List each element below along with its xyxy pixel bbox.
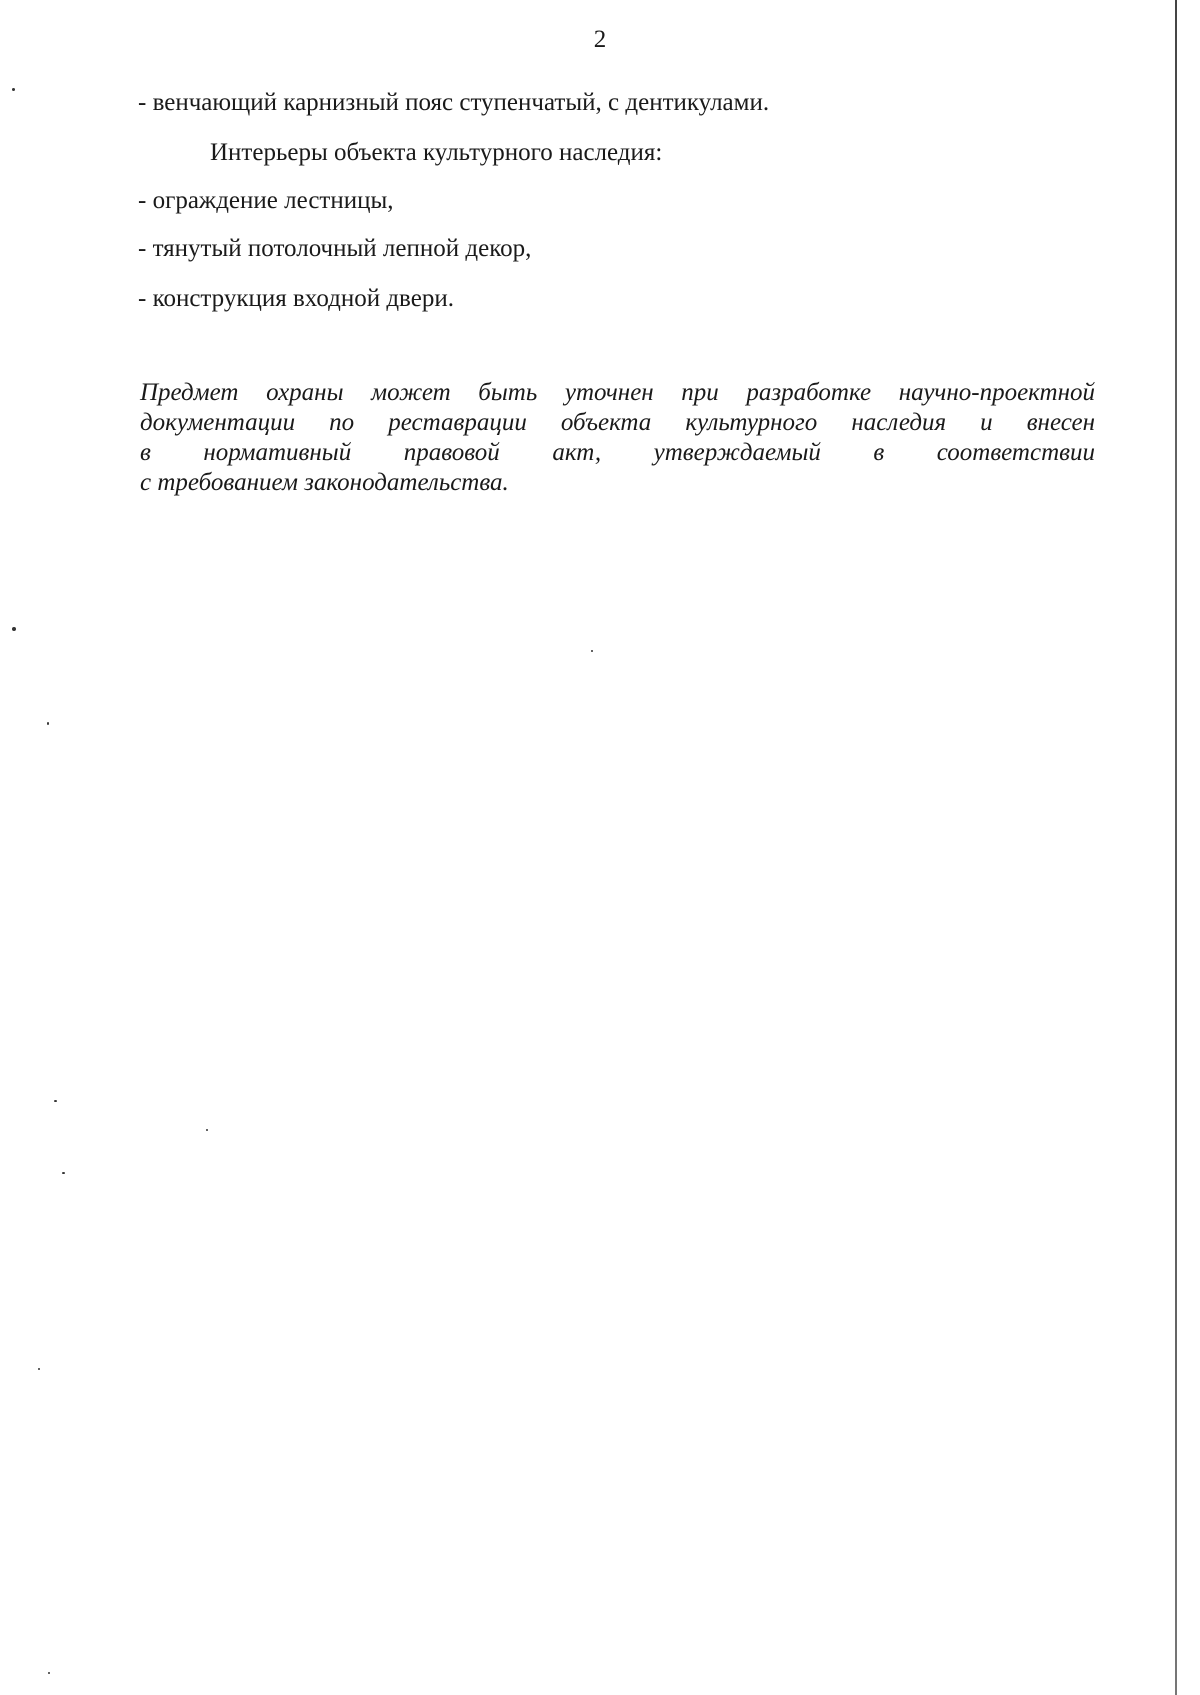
note-row: в нормативный правовой акт, утверждаемый в соответствии [140,439,1095,466]
scan-edge-line [1175,0,1177,1695]
interior-item-entrance-door: - конструкция входной двери. [138,285,454,312]
interior-item-staircase-railing: - ограждение лестницы, [138,187,394,214]
scan-speck [591,650,593,652]
scan-speck [62,1172,65,1174]
scan-speck [12,627,16,631]
facade-item-cornice: - венчающий карнизный пояс ступенчатый, с дентикулами. [138,89,770,116]
note-row: документации по реставрации объекта культурного наследия и внесен [140,409,1095,436]
interior-item-ceiling-decor: - тянутый потолочный лепной декор, [138,235,532,262]
scan-speck [48,1672,50,1674]
note-row: с требованием законодательства. [140,469,509,496]
scan-speck [38,1368,40,1370]
protection-note-paragraph [140,378,1095,498]
scan-speck [206,1129,208,1131]
scan-speck [54,1100,57,1102]
page-number: 2 [593,26,607,53]
interiors-heading: Интерьеры объекта культурного наследия: [210,139,663,166]
note-row: Предмет охраны может быть уточнен при разработке научно-проектной [140,379,1095,406]
scan-speck [12,88,15,91]
scan-speck [47,722,49,725]
